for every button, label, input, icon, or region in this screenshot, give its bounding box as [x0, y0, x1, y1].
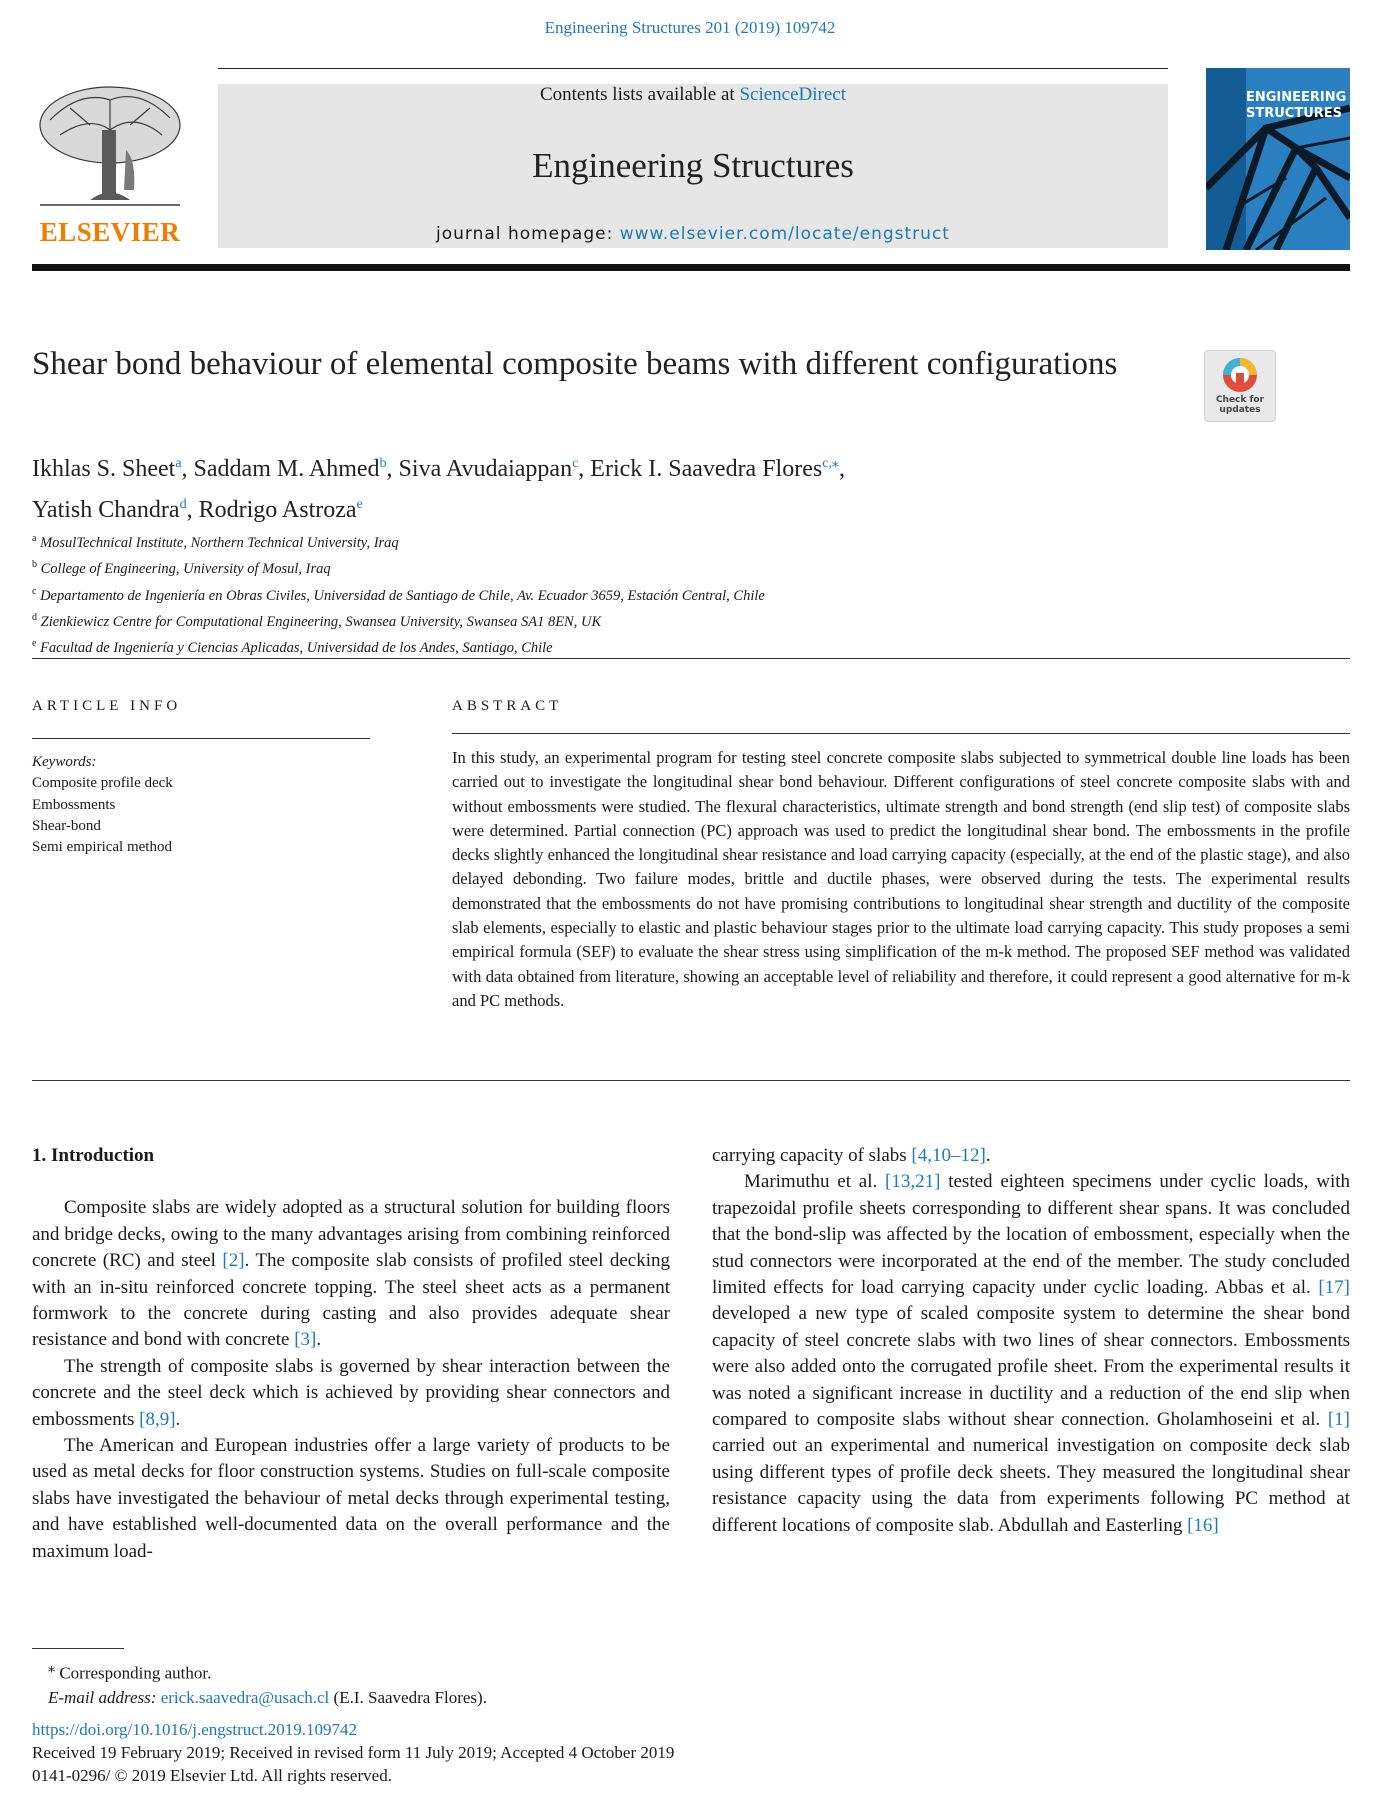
elsevier-logo	[30, 80, 190, 248]
author-affiliation-marker[interactable]: b	[379, 456, 387, 471]
journal-cover	[1206, 68, 1350, 250]
author-separator: ,	[838, 456, 845, 482]
author-name[interactable]: Saddam M. Ahmed	[193, 456, 380, 482]
doi-link[interactable]: https://doi.org/10.1016/j.engstruct.2019.109742	[32, 1720, 358, 1739]
paragraph: The American and European industries offer a large variety of products to be used as metal decks for floor construction systems. Studies on full-scale composite slabs have investigated the behaviour of metal decks through experimental testing, and have established well-documented data on the overall performance and the maximum load-	[32, 1435, 670, 1562]
article-metadata	[32, 1718, 1332, 1787]
affiliation-text: College of Engineering, University of Mosul, Iraq	[40, 561, 331, 578]
paragraph-text: Marimuthu et al.	[744, 1171, 886, 1193]
paragraph	[32, 1195, 670, 1353]
homepage-line	[218, 224, 1168, 244]
elsevier-tree-icon	[30, 80, 190, 215]
author-separator: ,	[578, 456, 591, 482]
author-separator: ,	[386, 456, 399, 482]
footnote-block	[48, 1656, 1248, 1710]
affiliation-text: Facultad de Ingeniería y Ciencias Aplicadas, Universidad de los Andes, Santiago, Chile	[40, 640, 553, 657]
paragraph-text: The strength of composite slabs is governed by shear interaction between the concrete and the steel deck which is achieved by providing shear connectors and embossments	[32, 1355, 670, 1430]
email-label: E-mail address:	[48, 1687, 161, 1707]
reference-link[interactable]: [8,9]	[139, 1408, 176, 1430]
corresponding-author-note	[48, 1656, 1248, 1686]
cover-title-line2: STRUCTURES	[1246, 106, 1343, 121]
publisher-logo-text: ELSEVIER	[39, 217, 181, 247]
author-name[interactable]: Yatish Chandra	[32, 497, 180, 523]
reference-link[interactable]: [13,21]	[885, 1171, 941, 1193]
keywords-block	[32, 752, 372, 858]
paragraph	[32, 1354, 670, 1433]
article-info-heading: ARTICLE INFO	[32, 698, 182, 714]
check-for-updates-badge[interactable]	[1204, 350, 1276, 422]
keyword-item: Shear-bond	[32, 817, 101, 834]
author-name[interactable]: Rodrigo Astroza	[198, 497, 357, 523]
footnote-marker: ⁎	[48, 1660, 56, 1676]
homepage-prefix: journal homepage:	[436, 224, 620, 244]
affiliation-marker: b	[32, 559, 37, 571]
article-title: Shear bond behaviour of elemental composite beams with different configurations	[32, 346, 1118, 382]
keyword-item: Embossments	[32, 796, 116, 813]
article-info-rule	[32, 738, 370, 739]
keyword-item: Composite profile deck	[32, 775, 173, 792]
affiliation-list	[32, 528, 1232, 660]
cover-title-line1: ENGINEERING	[1246, 90, 1347, 105]
affiliation-text: Departamento de Ingeniería en Obras Civiles, Universidad de Santiago de Chile, Av. Ecuador 3659, Estación Central, Chile	[40, 587, 765, 604]
crossmark-label-line2: updates	[1219, 405, 1261, 415]
right-column	[712, 1143, 1350, 1539]
keyword-item: Semi empirical method	[32, 839, 172, 856]
author-separator: ,	[181, 456, 194, 482]
journal-banner	[218, 84, 1168, 248]
crossmark-label-line1: Check for	[1215, 395, 1265, 405]
received-dates: Received 19 February 2019; Received in revised form 11 July 2019; Accepted 4 October 2019	[32, 1743, 675, 1762]
affiliation-marker: c	[32, 585, 37, 597]
affiliation-text: MosulTechnical Institute, Northern Technical University, Iraq	[40, 534, 399, 551]
abstract-end-divider	[32, 1080, 1350, 1081]
paragraph-text: . The composite slab consists of profiled steel decking with an in-situ reinforced concrete topping. The steel sheet acts as a permanent formwork to the concrete during casting and also provides adequate shear resistance and bond with concrete	[32, 1250, 670, 1351]
left-column	[32, 1143, 670, 1565]
paragraph	[712, 1169, 1350, 1539]
header-thick-rule	[32, 264, 1350, 271]
affiliation-item	[32, 607, 1232, 633]
copyright-line: 0141-0296/ © 2019 Elsevier Ltd. All rights reserved.	[32, 1766, 392, 1785]
affiliation-marker: d	[32, 611, 37, 623]
cover-title	[1246, 90, 1346, 122]
author-affiliation-marker[interactable]: c	[572, 456, 579, 471]
crossmark-label	[1205, 395, 1275, 415]
author-affiliation-marker[interactable]: d	[179, 497, 187, 512]
author-separator: ,	[186, 497, 199, 523]
abstract-heading: ABSTRACT	[452, 698, 563, 714]
abstract-text: In this study, an experimental program for testing steel concrete composite slabs subjected to symmetrical double line loads has been carried out to investigate the longitudinal shear bond behaviour. Different configurations of steel concrete composite slabs with and without embossments were studied. The flexural characteristics, ultimate strength and bond strength (end slip test) of composite slabs were determined. Partial connection (PC) approach was used to predict the longitudinal shear bond. The embossments in the profile decks slightly enhanced the longitudinal shear resistance and load carrying capacity (especially, at the end of the plastic stage), and also delayed debonding. Two failure modes, brittle and ductile phases, were observed during the tests. The experimental results demonstrated that the embossments do not have promising contributions to longitudinal shear strength and ductility of the composite slab elements, especially to elastic and plastic behaviour stages prior to the ultimate load carrying capacity. This study proposes a semi empirical formula (SEF) to evaluate the shear stress using simplification of the m-k method. The proposed SEF method was validated with data obtained from literature, showing an acceptable level of reliability and therefore, it could represent a good alternative for m-k and PC methods.	[452, 748, 1350, 1010]
author-list	[32, 446, 1232, 528]
email-suffix: (E.I. Saavedra Flores).	[329, 1687, 487, 1707]
reference-link[interactable]: [2]	[222, 1250, 245, 1272]
author-name[interactable]: Siva Avudaiappan	[398, 456, 573, 482]
paragraph-text: developed a new type of scaled composite system to determine the shear bond capacity of steel concrete slabs with two lines of shear connectors. Embossments were also added onto the corrugated profile sheet. From the experimental results it was noted a significant increase in ductility and a reduction of the end slip when compared to composite slabs without shear connection. Gholamhoseini et al.	[712, 1303, 1350, 1431]
author-line-2	[32, 487, 1232, 528]
footnote-text: Corresponding author.	[55, 1663, 212, 1683]
affiliation-marker: e	[32, 638, 37, 650]
contents-prefix: Contents lists available at	[539, 84, 740, 105]
paragraph-text: tested eighteen specimens under cyclic loads, with trapezoidal profile sheets corresponding to different shear spans. It was concluded that the bond-slip was affected by the location of embossment, especially when the stud connectors were incorporated at the end of the member. The study concluded limited effects for load carrying capacity under cyclic loading. Abbas et al.	[712, 1171, 1350, 1299]
author-affiliation-marker[interactable]: c,⁎	[822, 456, 839, 471]
journal-reference[interactable]: Engineering Structures 201 (2019) 109742	[544, 18, 836, 37]
footnote-rule	[32, 1648, 124, 1649]
contents-line	[218, 84, 1168, 106]
paragraph-text: Composite slabs are widely adopted as a structural solution for building floors and bridge decks, owing to the many advantages arising from combining reinforced concrete (RC) and steel	[32, 1197, 670, 1272]
paragraph-text: carried out an experimental and numerical investigation on composite deck slab using different types of profile deck sheets. They measured the longitudinal shear resistance capacity using the data from experiments following PC method at different locations of composite slab. Abdullah and Easterling	[712, 1435, 1350, 1536]
reference-link[interactable]: [17]	[1318, 1277, 1350, 1299]
sciencedirect-link[interactable]: ScienceDirect	[739, 84, 847, 105]
paragraph	[712, 1143, 1350, 1169]
section-heading: 1. Introduction	[32, 1145, 155, 1166]
affiliation-item	[32, 528, 1232, 554]
crossmark-icon	[1205, 351, 1275, 397]
journal-name: Engineering Structures	[532, 146, 854, 185]
author-name[interactable]: Ikhlas S. Sheet	[32, 456, 176, 482]
affiliation-item	[32, 581, 1232, 607]
paragraph-text: .	[175, 1408, 181, 1430]
paragraph-text: carrying capacity of slabs	[712, 1145, 912, 1166]
paragraph-text: .	[316, 1329, 322, 1351]
reference-link[interactable]: [1]	[1327, 1409, 1350, 1431]
author-affiliation-marker[interactable]: a	[175, 456, 182, 471]
affiliation-text: Zienkiewicz Centre for Computational Engineering, Swansea University, Swansea SA1 8EN, UK	[40, 613, 602, 630]
affiliation-item	[32, 554, 1232, 580]
header-top-rule	[218, 68, 1168, 69]
affiliation-item	[32, 633, 1232, 659]
reference-link[interactable]: [16]	[1187, 1514, 1219, 1536]
paragraph-text: .	[985, 1145, 991, 1166]
abstract-rule	[452, 733, 1350, 734]
email-note	[48, 1686, 1248, 1710]
author-name[interactable]: Erick I. Saavedra Flores	[590, 456, 823, 482]
keywords-label: Keywords:	[32, 754, 97, 770]
affiliation-marker: a	[32, 533, 37, 544]
author-line-1	[32, 446, 1232, 487]
section-divider	[32, 658, 1350, 659]
homepage-link[interactable]: www.elsevier.com/locate/engstruct	[619, 224, 950, 244]
email-link[interactable]: erick.saavedra@usach.cl	[160, 1687, 330, 1707]
reference-link[interactable]: [3]	[294, 1329, 317, 1351]
reference-link[interactable]: [4,10–12]	[911, 1145, 986, 1166]
author-affiliation-marker[interactable]: e	[356, 497, 363, 512]
